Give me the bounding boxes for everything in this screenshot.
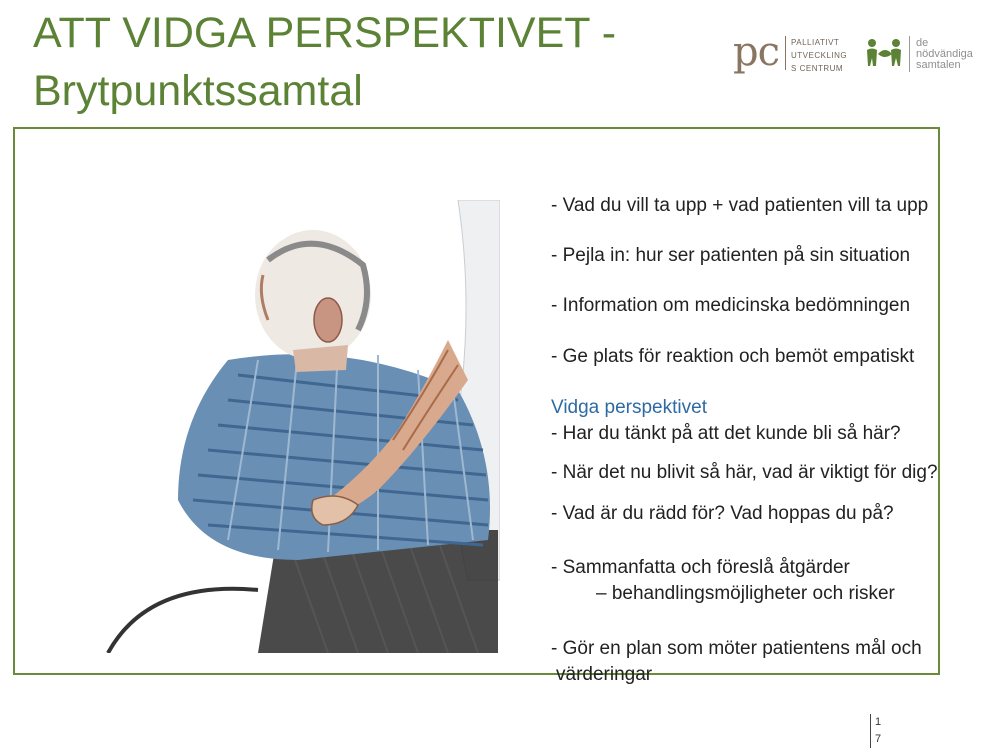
nodvandiga-logo [865,36,973,72]
slide-number-digit-2: 7 [875,733,882,745]
pc-logo-mark: pc [733,29,780,75]
slide-title [33,4,616,120]
nodvandiga-logo-line-2: nödvändiga [916,47,973,60]
plan-line-1: - Gör en plan som möter patientens mål och [551,638,922,659]
bullet-plan [551,636,922,688]
bullet-reaction: - Ge plats för reaktion och bemöt empatiskt [551,346,915,367]
bullet-fears-hopes: - Vad är du rädd för? Vad hoppas du på? [551,503,894,524]
bullet-medical-assessment: - Information om medicinska bedömningen [551,295,911,316]
bullet-agenda: - Vad du vill ta upp + vad patienten vill ta upp [551,195,929,216]
people-icon [865,36,905,72]
wheelchair-illustration [28,200,500,653]
discussion-points [551,190,1000,710]
broaden-perspective-question: - Har du tänkt på att det kunde bli så här? [551,423,901,444]
summarize-line-1: - Sammanfatta och föreslå åtgärder [551,557,850,578]
nodvandiga-logo-line-3: samtalen [916,58,961,71]
slide-number [870,714,881,748]
nodvandiga-logo-divider [909,36,910,72]
pc-logo-line-1: PALLIATIVT [791,38,840,47]
nodvandiga-logo-line-1: de [916,36,929,49]
pc-logo [733,29,848,75]
nodvandiga-logo-text [916,38,973,71]
bullet-summarize [551,555,895,607]
broaden-perspective-heading: Vidga perspektivet [551,397,707,418]
summarize-line-2: – behandlingsmöjligheter och risker [596,583,895,604]
pc-logo-line-3: S CENTRUM [791,64,844,73]
bullet-broaden-perspective [551,395,901,447]
pc-logo-divider [785,36,786,70]
bullet-patient-view: - Pejla in: hur ser patienten på sin situation [551,245,911,266]
slide-title-line-1: ATT VIDGA PERSPEKTIVET - [33,9,617,57]
slide-title-line-2: Brytpunktssamtal [33,67,363,115]
plan-line-2: värderingar [556,664,653,685]
pc-logo-line-2: UTVECKLING [791,51,848,60]
slide-number-digit-1: 1 [875,716,882,728]
pc-logo-text [791,36,847,75]
bullet-what-matters: - När det nu blivit så här, vad är viktigt för dig? [551,462,938,483]
